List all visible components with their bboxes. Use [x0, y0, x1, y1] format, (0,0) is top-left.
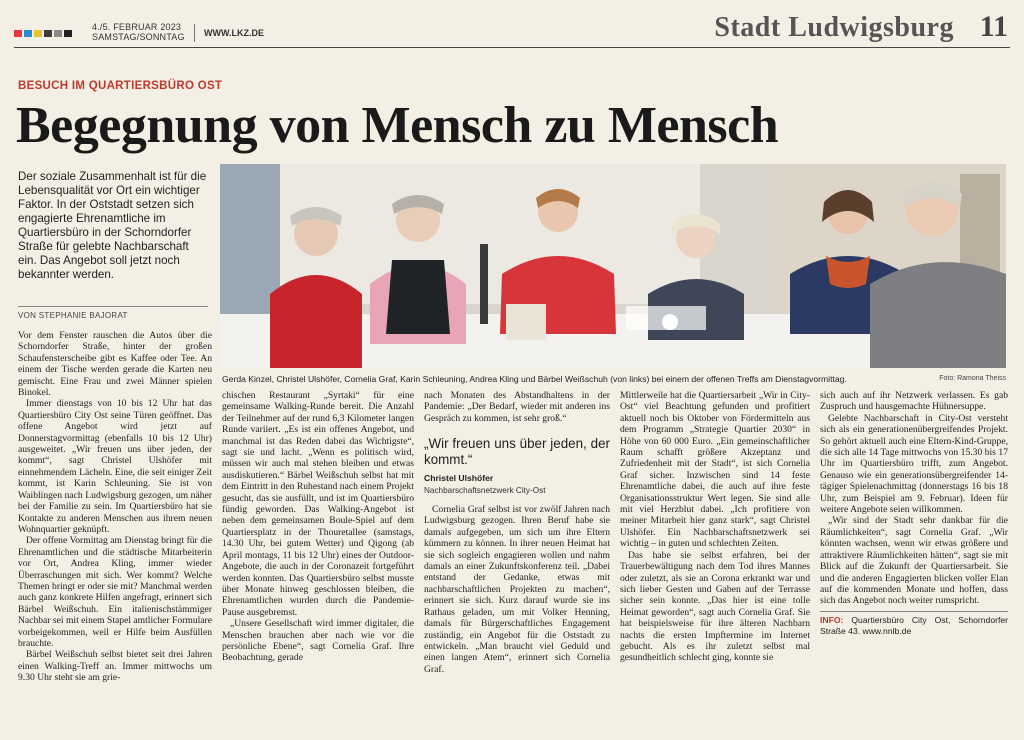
masthead	[14, 10, 1010, 48]
color-swatch	[24, 30, 32, 37]
paragraph: nach Monaten des Abstandhaltens in der Pandemie: „Der Bedarf, wieder mit anderen ins Gespräch zu kommen, ist sehr groß.“	[424, 390, 610, 424]
article-headline: Begegnung von Mensch zu Mensch	[16, 97, 779, 154]
color-registration-bar	[14, 30, 72, 37]
color-swatch	[34, 30, 42, 37]
info-label: INFO:	[820, 614, 844, 625]
paragraph: Immer dienstags von 10 bis 12 Uhr hat das Quartiersbüro City Ost seine Türen geöffnet. Das offene Angebot wird jetzt auf Donnerstagvormittag (ebenfalls 10 bis 12 Uhr) ausgeweitet. „Wir freuen uns über jeden, der kommt“, sagt Christel Ulshöfer mit einnehmendem Lächeln. Eine, die seit einiger Zeit kommt, ist Karin Schleuning. Sie ist von Waiblingen nach Ludwigsburg gezogen, um näher bei der Familie zu sein. Im Quartiersbüro hat sie Kontakte zu anderen Menschen aus ihrem neuen Wohnquartier geknüpft.	[18, 398, 212, 535]
photo-credit: Foto: Ramona Theiss	[939, 375, 1006, 382]
photo-caption: Gerda Kinzel, Christel Ulshöfer, Cornelia Graf, Karin Schleuning, Andrea Kling und Bärbel Weißschuh (von links) bei einem der offenen Treffs am Dienstagvormittag.	[222, 374, 847, 384]
lead-divider	[18, 306, 208, 307]
article-byline: VON STEPHANIE BAJORAT	[18, 311, 128, 320]
article-lead: Der soziale Zusammenhalt ist für die Lebensqualität vor Ort ein wichtiger Faktor. In der Oststadt setzen sich engagierte Ehrenamtliche im Quartiersbüro in der Schorndorfer Straße für gelebte Nachbarschaft ein. Das Angebot soll jetzt noch bekannter werden.	[18, 170, 207, 281]
article-column-2	[222, 390, 414, 730]
article-photo	[220, 164, 1006, 368]
paragraph: Das habe sie selbst erfahren, bei der Trauerbewältigung nach dem Tod ihres Mannes oder zuletzt, als sie an Corona erkrankt war und sich lieber Gesten und Gaben auf der Terrasse sicher sein konnte. „Das hier ist eine tolle Heimat geworden“, sagt auch Cornelia Graf. Sie hat beispielsweise für ihre älteren Nachbarn nachts die ersten Impftermine im Internet gebucht. Als es ihr zuletzt selbst mal gesundheitlich schlecht ging, konnte sie	[620, 549, 810, 664]
page-number: 11	[979, 10, 1008, 43]
paragraph: „Unsere Gesellschaft wird immer digitaler, die Menschen brauchen aber nach wie vor die persönliche Ebene“, sagt Cornelia Graf. Ihre Beobachtung, gerade	[222, 618, 414, 664]
pull-quote-author: Christel Ulshöfer	[424, 473, 494, 484]
paragraph: Gelebte Nachbarschaft in City-Ost versteht sich als ein generationenübergreifendes Projekt. So gehört aktuell auch eine Eltern-Kind-Gruppe, die sich alle 14 Tage mittwochs von 15.30 bis 17 Uhr im Quartiersbüro trifft, zum Angebot. Genauso wie ein generationsübergreifender 14-tägiger Spielenachmittag (donnerstags 16 bis 18 Uhr, zum Beispiel am 9. Februar). Ideen für weitere Angebote seien willkommen.	[820, 412, 1008, 516]
article-column-3	[424, 390, 610, 730]
article-kicker: BESUCH IM QUARTIERSBÜRO OST	[18, 80, 223, 92]
masthead-divider	[194, 24, 195, 42]
pull-quote-role: Nachbarschaftsnetzwerk City-Ost	[424, 485, 546, 495]
info-box	[820, 611, 1008, 638]
section-title: Stadt Ludwigsburg	[714, 12, 954, 43]
color-swatch	[64, 30, 72, 37]
issue-day-line: SAMSTAG/SONNTAG	[92, 32, 185, 42]
paragraph: Bärbel Weißschuh selbst bietet seit drei Jahren einen Walking-Treff an. Immer mittwochs um 9.30 Uhr steht sie am grie-	[18, 649, 212, 684]
info-text: Quartiersbüro City Ost, Schorndorfer Straße 43. www.nnlb.de	[820, 614, 1008, 637]
paragraph: „Wir sind der Stadt sehr dankbar für die Räumlichkeiten“, sagt Cornelia Graf. „Wir könnten wachsen, wenn wir etwas größere und attraktivere Räumlichkeiten hätten“, sagt sie mit Blick auf die Zukunft der Quartiersarbeit. Sie und die anderen Engagierten blicken voller Elan auf die kommenden Monate und hoffen, dass sich das Angebot noch weiter rumspricht.	[820, 515, 1008, 607]
paragraph: Cornelia Graf selbst ist vor zwölf Jahren nach Ludwigsburg gezogen. Ihren Beruf habe sie damals aufgegeben, um sich um ihre Eltern kümmern zu können. In ihrer neuen Heimat hat sie sich sogleich engagieren wollen und nahm damals an einer Zukunftskonferenz teil. „Dabei entstand der Gedanke, etwas mit nachbarschaftlichen Projekten zu machen“, erinnert sie sich. Kurz darauf wurde sie ins Rathaus geladen, um mit Volker Henning, damals für Bürgerschaftliches Engagement zuständig, ein Angebot für die Oststadt zu entwickeln. „Man braucht viel Geduld und einen langen Atem“, erinnert sich Cornelia Graf.	[424, 504, 610, 675]
paragraph: Vor dem Fenster rauschen die Autos über die Schorndorfer Straße, hinter der großen Schaufensterscheibe gibt es Kaffee oder Tee. An einem der Tische werden gerade die Karten neu gemischt. Eine Frau und zwei Männer spielen Binokel.	[18, 330, 212, 399]
article-column-5	[820, 390, 1008, 730]
article-column-4	[620, 390, 810, 730]
group-photo-illustration	[220, 164, 1006, 368]
paragraph: Mittlerweile hat die Quartiersarbeit „Wir in City-Ost“ viel Beachtung gefunden und profitiert aktuell noch bis Oktober von Fördermitteln aus dem Programm „Strategie Quartier 2030“ in Höhe von 60 000 Euro. „Ein gemeinschaftlicher Raum schafft größere Akzeptanz und Zufriedenheit mit der Stadt“, ist sich Cornelia Graf sicher. Inzwischen sind 14 feste Ehrenamtliche dabei, die auch auf ihre feste Organisationsstruktur Wert legen. Sie sind alle mit viel Herzblut dabei. „Ich profitiere von meiner Mitarbeit hier ganz stark“, sagt Christel Ulshöfer. Ein Nachbarschaftsnetzwerk sei wichtig – in guten und schlechten Zeiten.	[620, 390, 810, 550]
color-swatch	[14, 30, 22, 37]
paragraph: Der offene Vormittag am Dienstag bringt für die Ehrenamtlichen und die städtische Mitarbeiterin vor Ort, Andrea Kling, immer wieder Überraschungen mit sich. Wer kommt? Welche Themen bringt er oder sie mit? Manchmal werden auch ganz konkrete Hilfen angefragt, erinnert sich Bärbel Weißschuh. Ein italienischstämmiger Nachbar sei mit einem Stapel amtlicher Formulare vorbeigekommen, weil er Hilfe beim Ausfüllen brauchte.	[18, 535, 212, 649]
paragraph: sich auch auf ihr Netzwerk verlassen. Es gab Zuspruch und hausgemachte Hühnersuppe.	[820, 390, 1008, 413]
color-swatch	[54, 30, 62, 37]
issue-date	[92, 22, 185, 42]
color-swatch	[44, 30, 52, 37]
issue-date-line: 4./5. FEBRUAR 2023	[92, 22, 182, 32]
pull-quote: „Wir freuen uns über jeden, der kommt.“	[424, 436, 610, 467]
article-column-1	[18, 330, 212, 730]
website-link[interactable]: WWW.LKZ.DE	[204, 28, 264, 38]
paragraph: chischen Restaurant „Syrtaki“ für eine gemeinsame Walking-Runde bereit. Die Anzahl der Teilnehmer auf der rund 6,3 Kilometer langen Runde variiert. „Es ist ein offenes Angebot, und manchmal ist das Reden dabei das Wichtigste“, sagt sie und lacht. „Wenn es politisch wird, müssen wir auch mal stehen bleiben und etwas ausdiskutieren.“ Bärbel Weißschuh selbst hat mit dem Eintritt in den Ruhestand nach einem Projekt gesucht, das sie ausfüllt, und ist im Quartiersbüro fündig geworden. Das Walking-Angebot ist neben dem gemeinsamen Boule-Spiel auf dem Quartiersplatz in der Thouretallee (samstags, 14.30 Uhr, bei gutem Wetter) und Qigong (ab April montags, 11 bis 12 Uhr) eines der Outdoor-Angebote, die auch in der Coronazeit fortgeführt werden konnten. Das Quartiersbüro selbst musste über Monate hinweg geschlossen bleiben, die Ehrenamtlichen wurden durch die Pandemie-Pause ausgebremst.	[222, 390, 414, 618]
